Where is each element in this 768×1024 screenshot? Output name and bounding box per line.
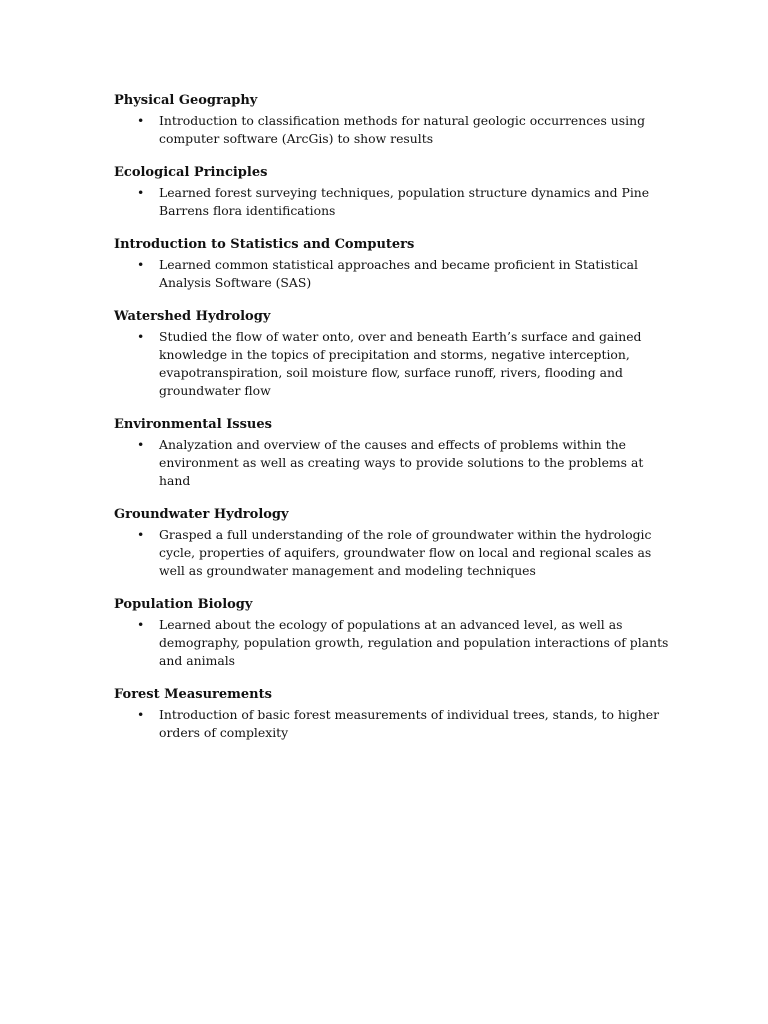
- description-line: groundwater flow: [159, 383, 271, 398]
- bullet-icon: •: [137, 185, 145, 200]
- description-line: Introduction to classification methods for natural geologic occurrences using: [159, 113, 646, 128]
- bullet-icon: •: [137, 257, 145, 272]
- course-description: [114, 436, 674, 490]
- description-line: Analyzation and overview of the causes and effects of problems within the: [159, 437, 627, 452]
- course-title: Environmental Issues: [114, 417, 272, 432]
- description-line: orders of complexity: [159, 725, 289, 740]
- course-description: [114, 526, 674, 580]
- description-line: Introduction of basic forest measurements of individual trees, stands, to higher: [159, 707, 660, 722]
- description-line: Analysis Software (SAS): [159, 275, 312, 290]
- course-title: Groundwater Hydrology: [114, 507, 289, 522]
- course-title: Watershed Hydrology: [114, 309, 271, 324]
- bullet-icon: •: [137, 527, 145, 542]
- course-section: [114, 686, 674, 742]
- course-description: [114, 184, 674, 220]
- course-list-document: [114, 92, 674, 758]
- course-section: [114, 308, 674, 400]
- description-line: environment as well as creating ways to provide solutions to the problems at hand: [159, 455, 644, 488]
- course-description-list: [114, 436, 674, 490]
- description-line: evapotranspiration, soil moisture flow, surface runoff, rivers, flooding and: [159, 365, 623, 380]
- description-line: knowledge in the topics of precipitation and storms, negative interception,: [159, 347, 630, 362]
- bullet-icon: •: [137, 329, 145, 344]
- bullet-icon: •: [137, 617, 145, 632]
- description-line: Learned common statistical approaches and became proficient in Statistical: [159, 257, 638, 272]
- course-description-list: [114, 526, 674, 580]
- course-title: Introduction to Statistics and Computers: [114, 237, 415, 252]
- description-line: demography, population growth, regulation and population interactions of plants: [159, 635, 669, 650]
- course-description-list: [114, 184, 674, 220]
- course-title: Population Biology: [114, 597, 253, 612]
- course-title: Forest Measurements: [114, 687, 272, 702]
- description-line: and animals: [159, 653, 236, 668]
- description-line: Learned forest surveying techniques, population structure dynamics and Pine: [159, 185, 650, 200]
- course-description: [114, 328, 674, 400]
- description-line: Grasped a full understanding of the role of groundwater within the hydrologic: [159, 527, 652, 542]
- course-title: Ecological Principles: [114, 165, 268, 180]
- course-section: [114, 506, 674, 580]
- course-title: Physical Geography: [114, 93, 258, 108]
- course-section: [114, 416, 674, 490]
- bullet-icon: •: [137, 113, 145, 128]
- description-line: cycle, properties of aquifers, groundwater flow on local and regional scales as: [159, 545, 652, 560]
- course-description: [114, 256, 674, 292]
- bullet-icon: •: [137, 707, 145, 722]
- course-description-list: [114, 112, 674, 148]
- description-line: Studied the flow of water onto, over and beneath Earth’s surface and gained: [159, 329, 642, 344]
- bullet-icon: •: [137, 437, 145, 452]
- course-section: [114, 596, 674, 670]
- description-line: computer software (ArcGis) to show results: [159, 131, 434, 146]
- course-description: [114, 112, 674, 148]
- course-section: [114, 236, 674, 292]
- course-description-list: [114, 328, 674, 400]
- course-description-list: [114, 616, 674, 670]
- course-section: [114, 92, 674, 148]
- description-line: Learned about the ecology of populations at an advanced level, as well as: [159, 617, 623, 632]
- course-description: [114, 706, 674, 742]
- course-description-list: [114, 256, 674, 292]
- course-description: [114, 616, 674, 670]
- course-section: [114, 164, 674, 220]
- course-description-list: [114, 706, 674, 742]
- description-line: well as groundwater management and modeling techniques: [159, 563, 536, 578]
- description-line: Barrens flora identifications: [159, 203, 336, 218]
